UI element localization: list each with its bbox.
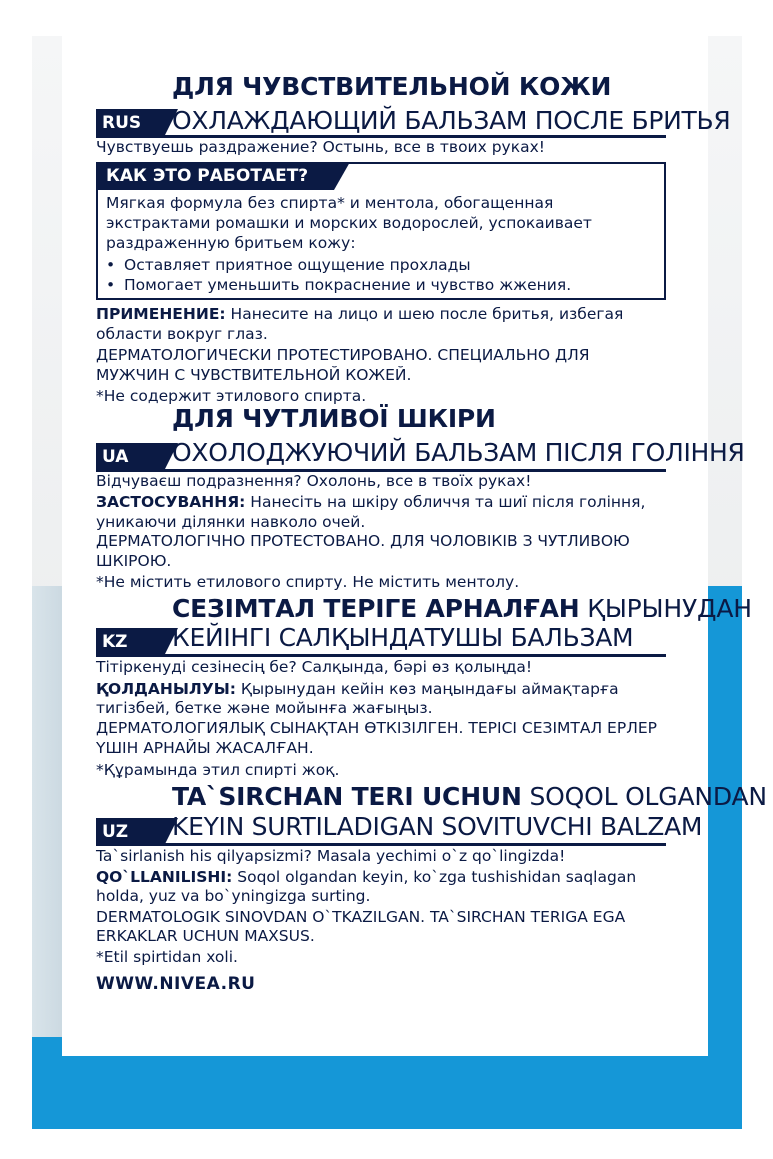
kz-derm-2: ҮШІН АРНАЙЫ ЖАСАЛҒАН. — [96, 739, 314, 757]
uz-heading: TA`SIRCHAN TERI UCHUN SOQOL OLGANDAN — [172, 782, 767, 811]
right-blue-stripe — [706, 586, 742, 1091]
how-it-works-tab: КАК ЭТО РАБОТАЕТ? — [96, 162, 334, 190]
ua-heading: ДЛЯ ЧУТЛИВОЇ ШКІРИ — [172, 404, 496, 433]
uz-derm-1: DERMATOLOGIK SINOVDAN O`TKAZILGAN. TA`SIRCHAN TERIGA EGA — [96, 908, 626, 926]
uz-subtitle: KEYIN SURTILADIGAN SOVITUVCHI BALZAM — [172, 812, 703, 841]
ua-derm-2: ШКІРОЮ. — [96, 552, 172, 570]
ru-derm-2: МУЖЧИН С ЧУВСТВИТЕЛЬНОЙ КОЖЕЙ. — [96, 366, 412, 384]
ua-usage-2: уникаючи ділянки навколо очей. — [96, 513, 366, 531]
ru-derm-1: ДЕРМАТОЛОГИЧЕСКИ ПРОТЕСТИРОВАНО. СПЕЦИАЛЬНО ДЛЯ — [96, 346, 590, 364]
uz-tagline: Ta`sirlanish his qilyapsizmi? Masala yechimi o`z qo`lingizda! — [96, 847, 566, 865]
website-link[interactable]: WWW.NIVEA.RU — [96, 974, 256, 994]
uz-derm-2: ERKAKLAR UCHUN MAXSUS. — [96, 927, 315, 945]
ru-usage: ПРИМЕНЕНИЕ: Нанесите на лицо и шею после бритья, избегая — [96, 305, 624, 323]
uz-lang-tab: UZ — [96, 818, 164, 846]
uz-note: *Etil spirtidan xoli. — [96, 948, 238, 966]
ua-note: *Не містить етилового спирту. Не містить ментолу. — [96, 573, 520, 591]
how-line-1: Мягкая формула без спирта* и ментола, обогащенная — [106, 194, 554, 212]
ru-tagline: Чувствуешь раздражение? Остынь, все в твоих руках! — [96, 138, 545, 156]
kz-usage-2: тигізбей, бетке және мойынға жағыңыз. — [96, 699, 433, 717]
kz-subtitle: КЕЙІНГІ САЛҚЫНДАТУШЫ БАЛЬЗАМ — [172, 623, 634, 652]
ua-usage: ЗАСТОСУВАННЯ: Нанесіть на шкіру обличчя та шиї після гоління, — [96, 493, 646, 511]
ua-subtitle: ОХОЛОДЖУЮЧИЙ БАЛЬЗАМ ПІСЛЯ ГОЛІННЯ — [172, 438, 745, 467]
kz-lang-tab: KZ — [96, 628, 164, 656]
ua-derm-1: ДЕРМАТОЛОГІЧНО ПРОТЕСТОВАНО. ДЛЯ ЧОЛОВІКІВ З ЧУТЛИВОЮ — [96, 532, 630, 550]
ru-heading: ДЛЯ ЧУВСТВИТЕЛЬНОЙ КОЖИ — [172, 72, 612, 101]
how-line-3: раздраженную бритьем кожу: — [106, 234, 356, 252]
bullet-item: • Помогает уменьшить покраснение и чувство жжения. — [106, 276, 572, 294]
ru-lang-tab: RUS — [96, 109, 164, 137]
ua-lang-tab: UA — [96, 443, 164, 471]
kz-tagline: Тітіркенуді сезінесің бе? Салқында, бәрі өз қолыңда! — [96, 658, 533, 676]
uz-usage: QO`LLANILISHI: Soqol olgandan keyin, ko`zga tushishidan saqlagan — [96, 868, 637, 886]
uz-usage-2: holda, yuz va bo`yningizga surting. — [96, 887, 371, 905]
ru-usage-2: области вокруг глаз. — [96, 325, 268, 343]
kz-heading: СЕЗІМТАЛ ТЕРІГЕ АРНАЛҒАН ҚЫРЫНУДАН — [172, 594, 752, 623]
kz-note: *Құрамында этил спирті жоқ. — [96, 761, 340, 779]
ru-note: *Не содержит этилового спирта. — [96, 387, 367, 405]
how-line-2: экстрактами ромашки и морских водорослей, успокаивает — [106, 214, 592, 232]
kz-usage: ҚОЛДАНЫЛУЫ: Қырынудан кейін көз маңындағы аймақтарға — [96, 680, 619, 698]
kz-derm-1: ДЕРМАТОЛОГИЯЛЫҚ СЫНАҚТАН ӨТКІЗІЛГЕН. ТЕРІСІ СЕЗІМТАЛ ЕРЛЕР — [96, 719, 657, 737]
ua-tagline: Відчуваєш подразнення? Охолонь, все в твоїх руках! — [96, 472, 532, 490]
bullet-item: • Оставляет приятное ощущение прохлады — [106, 256, 471, 274]
ru-subtitle: ОХЛАЖДАЮЩИЙ БАЛЬЗАМ ПОСЛЕ БРИТЬЯ — [172, 106, 731, 135]
